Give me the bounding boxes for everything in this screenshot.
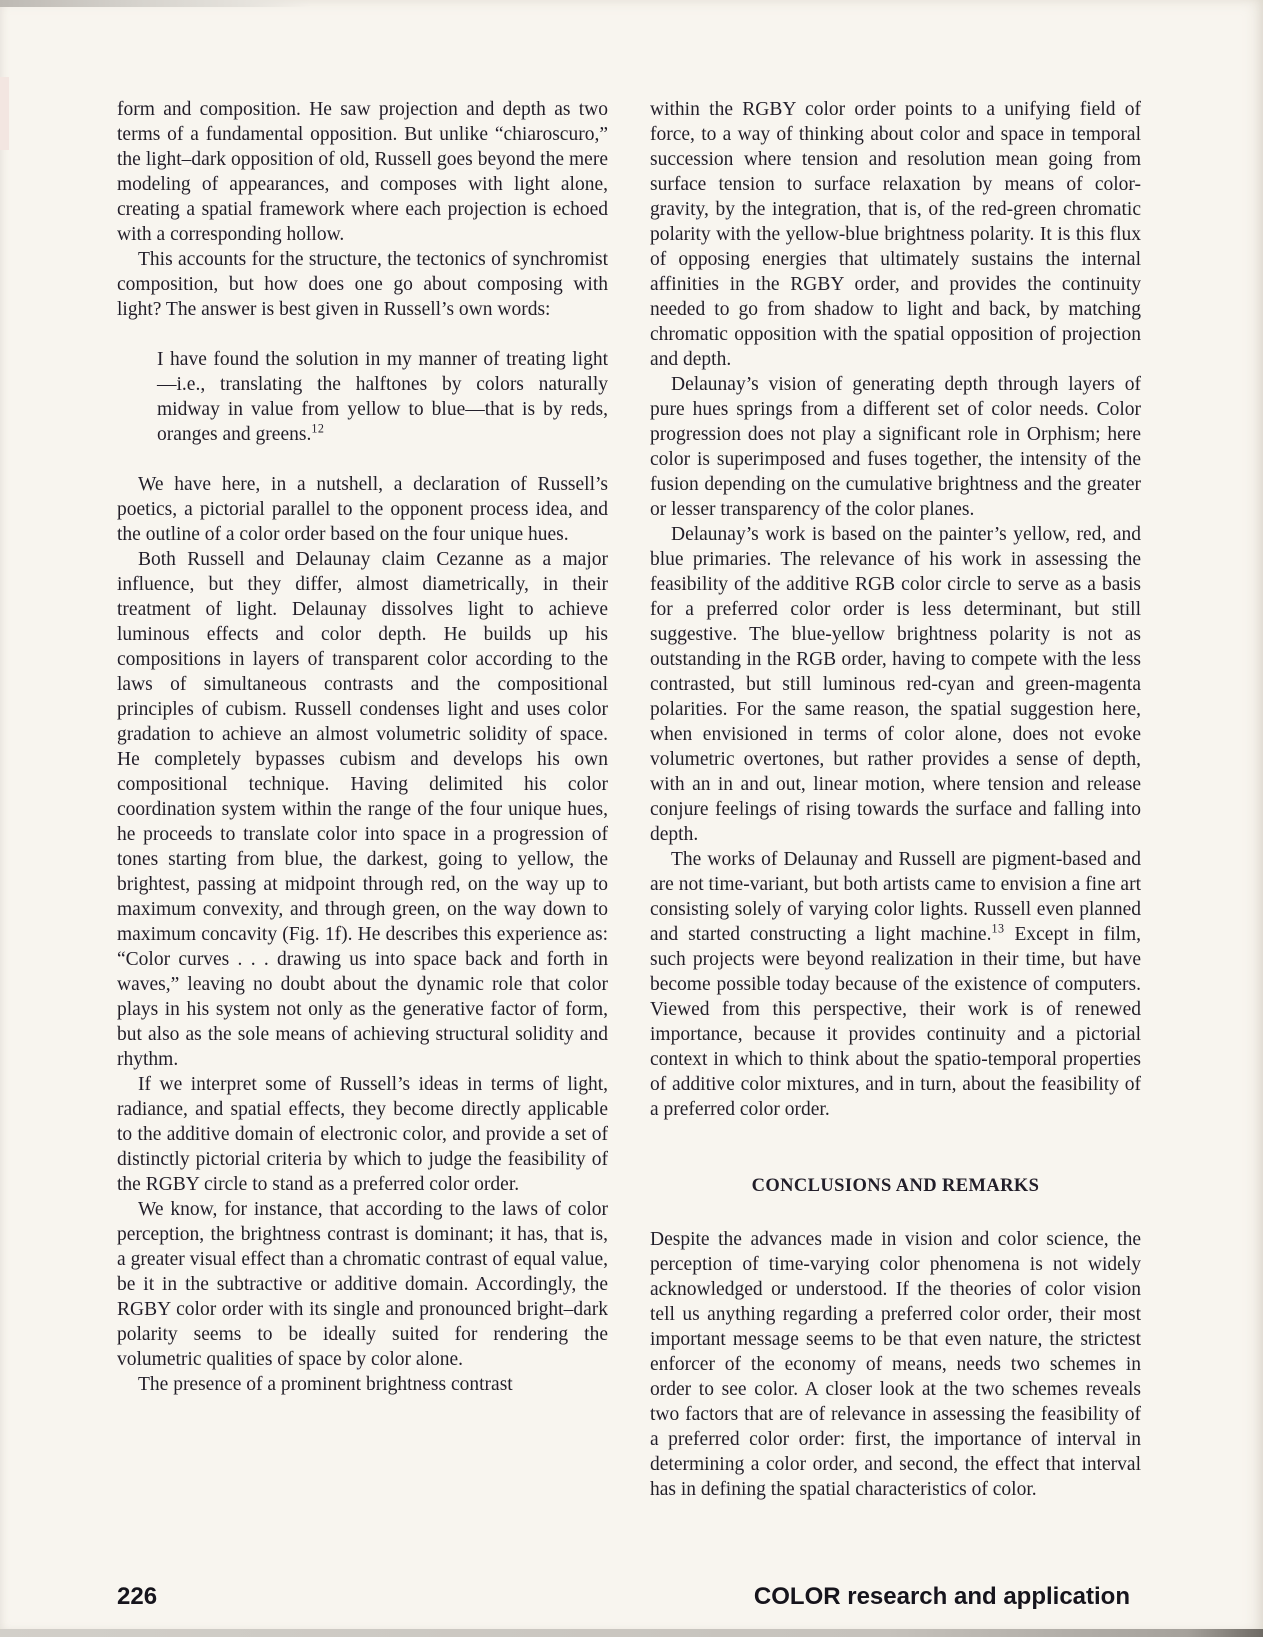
paragraph-presence-brightness: The presence of a prominent brightness contrast [138,1374,513,1395]
paragraph-rgby-unifying-field: within the RGBY color order points to a unifying field of force, to a way of thinking about color and space in temporal succession where tension and resolution mean going from surface tension to surface relaxation by means of color-gravity, by the integration, that is, of the red-green chromatic polarity with the yellow-blue brightness polarity. It is this flux of opposing energies that ultimately sustains the internal affinities in the RGBY order, and provides the continuity needed to go from shadow to light and back, by matching chromatic opposition with the spatial opposition of projection and depth. [650,99,1141,370]
paragraph-segment: Except in film, such projects were beyond realization in their time, but have become possible today because of the existence of computers. Viewed from this perspective, their work is of renewed importance, because it provides continuity and a pictorial context in which to think about the spatio-temporal properties of additive color mixtures, and in turn, about the feasibility of a preferred color order. [650,924,1141,1120]
blockquote-russell-quote [157,347,608,447]
paragraph-laws-of-perception: We know, for instance, that according to the laws of color perception, the brightness contrast is dominant; it has, that is, a greater visual effect than a chromatic contrast of equal value, be it in the subtractive or additive domain. Accordingly, the RGBY color order with its single and pronounced bright–dark polarity seems to be ideally suited for rendering the volumetric qualities of space by color alone. [117,1199,608,1370]
scan-artifact-left-smudge [0,77,9,150]
paragraph-delaunay-vision: Delaunay’s vision of generating depth through layers of pure hues springs from a different set of color needs. Color progression does not play a significant role in Orphism; here color is superimposed and fuses together, the intensity of the fusion depending on the cumulative brightness and the greater or lesser transparency of the color planes. [650,374,1141,520]
paragraph-interpret-ideas: If we interpret some of Russell’s ideas in terms of light, radiance, and spatial effects, they become directly applicable to the additive domain of electronic color, and provide a set of distinctly pictorial criteria by which to judge the feasibility of the RGBY circle to stand as a preferred color order. [117,1074,608,1195]
scan-artifact-top-edge [0,0,310,7]
paragraph-segment: The works of Delaunay and Russell are pigment-based and are not time-variant, but both artists came to envision a fine art consisting solely of varying color lights. Russell even planned and started constructing a light machine. [650,849,1141,945]
paragraph-russell-delaunay: Both Russell and Delaunay claim Cezanne as a major influence, but they differ, almost diametrically, in their treatment of light. Delaunay dissolves light to achieve luminous effects and color depth. He builds up his compositions in layers of transparent color according to the laws of simultaneous contrasts and the compositional principles of cubism. Russell condenses light and uses color gradation to achieve an almost volumetric solidity of space. He completely bypasses cubism and develops his own compositional technique. Having delimited his color coordination system within the range of the four unique hues, he proceeds to translate color into space in a progression of tones starting from blue, the darkest, going to yellow, the brightest, passing at midpoint through red, on the way up to maximum convexity, and through green, on the way down to maximum concavity (Fig. 1f). He describes this experience as: “Color curves . . . drawing us into space back and forth in waves,” leaving no doubt about the dynamic role that color plays in his system not only as the generative factor of form, but also as the sole means of achieving structural solidity and rhythm. [117,549,608,1070]
paragraph-tectonics: This accounts for the structure, the tectonics of synchromist composition, but how does one go about composing with light? The answer is best given in Russell’s own words: [117,249,608,320]
footnote-marker-13: 13 [991,921,1005,936]
paragraph-pigment-based [650,847,1141,1122]
paragraph-continuation: form and composition. He saw projection and depth as two terms of a fundamental opposition. But unlike “chiaroscuro,” the light–dark opposition of old, Russell goes beyond the mere modeling of appearances, and composes with light alone, creating a spatial framework where each projection is echoed with a corresponding hollow. [117,99,608,245]
left-column [117,97,608,1397]
scan-artifact-bottom-edge [0,1629,1263,1637]
page-footer [117,1583,1130,1611]
footnote-marker-12: 12 [311,421,325,436]
paragraph-delaunay-primaries: Delaunay’s work is based on the painter’s yellow, red, and blue primaries. The relevance of his work in assessing the feasibility of the additive RGB color circle to serve as a basis for a preferred color order is less determinant, but still suggestive. The blue-yellow brightness polarity is not as outstanding in the RGB order, having to compete with the less contrasted, but still luminous red-cyan and green-magenta polarities. For the same reason, the spatial suggestion here, when envisioned in terms of color alone, does not evoke volumetric overtones, but rather provides a sense of depth, with an in and out, linear motion, where tension and release conjure feelings of rising towards the surface and falling into depth. [650,524,1141,845]
paragraph-despite-advances: Despite the advances made in vision and color science, the perception of time-varying color phenomena is not widely acknowledged or understood. If the theories of color vision tell us anything regarding a preferred color order, their most important message seems to be that even nature, the strictest enforcer of the economy of means, needs two schemes in order to see color. A closer look at the two schemes reveals two factors that are of relevance in assessing the feasibility of a preferred color order: first, the importance of interval in determining a color order, and second, the effect that interval has in defining the spatial characteristics of color. [650,1229,1141,1500]
page-number: 226 [117,1583,158,1610]
paragraph-nutshell: We have here, in a nutshell, a declaration of Russell’s poetics, a pictorial parallel to the opponent process idea, and the outline of a color order based on the four unique hues. [117,474,608,545]
journal-title: COLOR research and application [753,1583,1130,1610]
blockquote-text: I have found the solution in my manner of treating light—i.e., translating the halftones by colors naturally midway in value from yellow to blue—that is by reds, oranges and greens. [157,349,608,445]
section-heading-conclusions: CONCLUSIONS AND REMARKS [751,1176,1040,1196]
right-column [650,97,1141,1502]
